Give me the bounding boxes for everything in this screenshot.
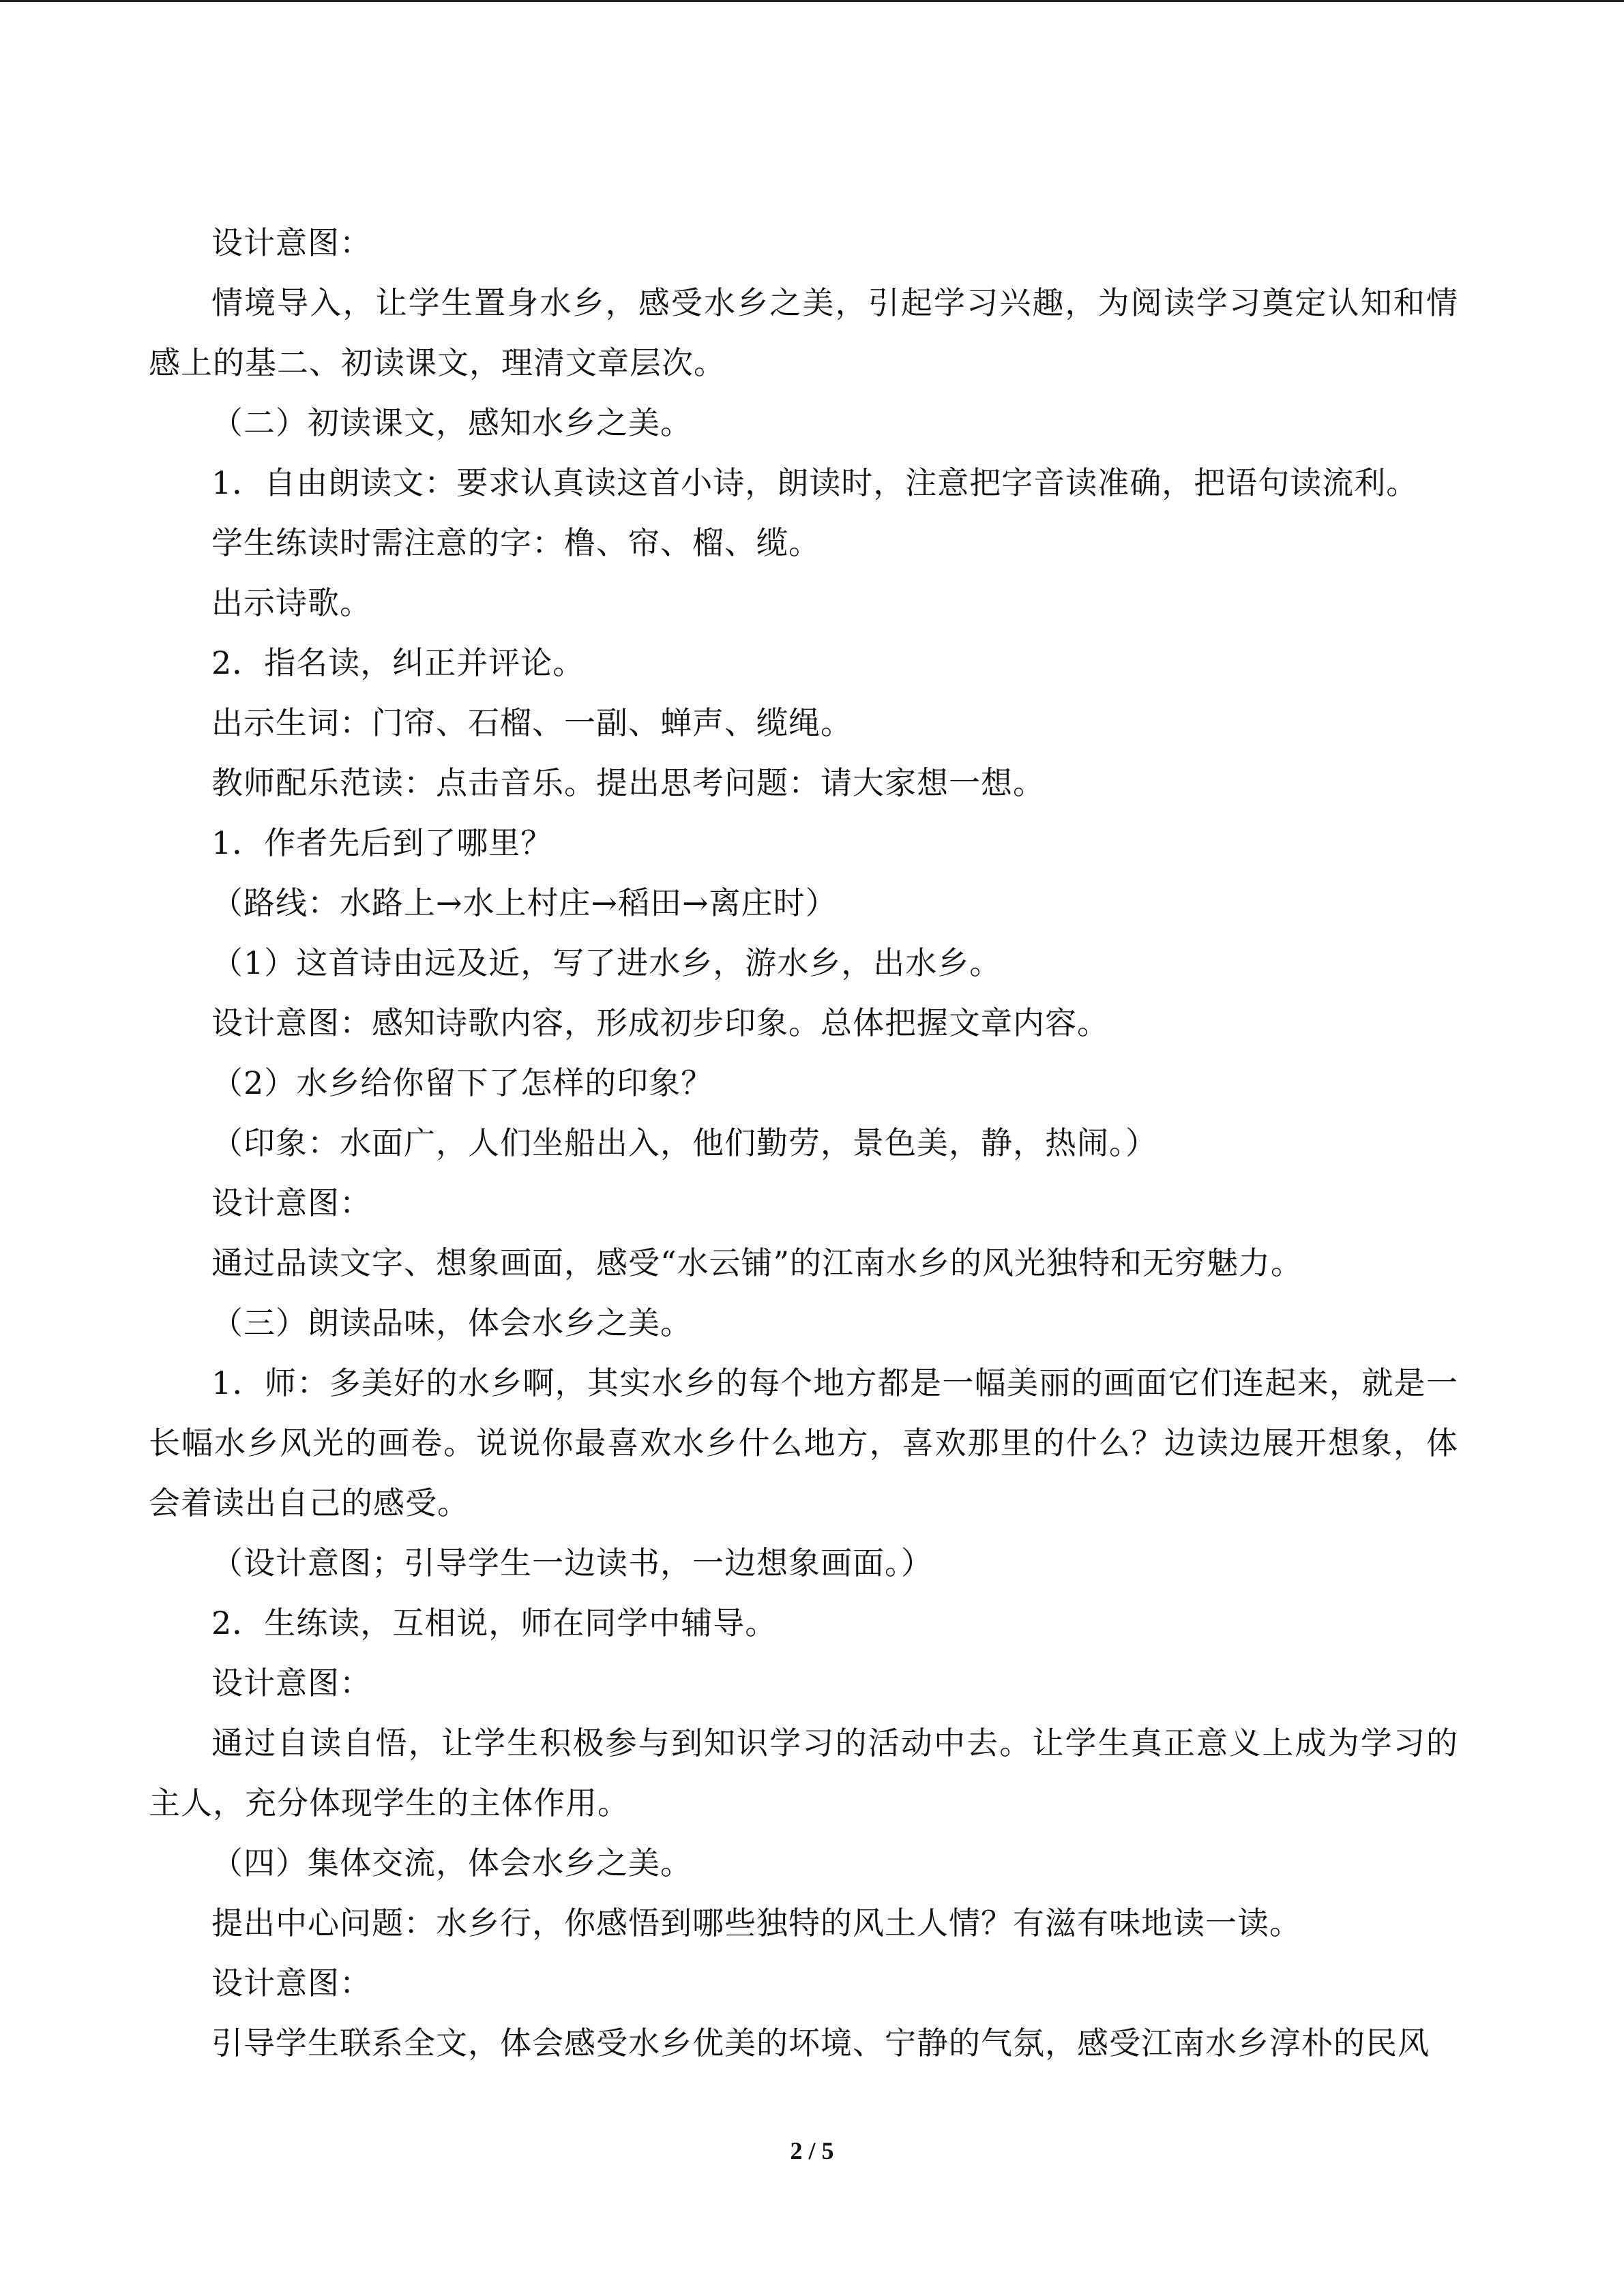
paragraph: 情境导入，让学生置身水乡，感受水乡之美，引起学习兴趣，为阅读学习奠定认知和情感上的基二、初读课文，理清文章层次。: [149, 284, 1458, 381]
paragraph: 出示诗歌。: [211, 584, 372, 621]
paragraph: 设计意图：: [211, 1184, 372, 1221]
paragraph: 2．生练读，互相说，师在同学中辅导。: [211, 1605, 778, 1641]
paragraph: （三）朗读品味，体会水乡之美。: [211, 1304, 692, 1341]
paragraph: （路线：水路上→水上村庄→稻田→离庄时）: [211, 884, 838, 921]
paragraph: 设计意图：: [211, 224, 372, 261]
paragraph: （二）初读课文，感知水乡之美。: [211, 404, 692, 441]
top-border-line: [0, 0, 1624, 2]
paragraph: （印象：水面广，人们坐船出入，他们勤劳，景色美，静，热闹。）: [211, 1124, 1157, 1161]
paragraph: （设计意图；引导学生一边读书，一边想象画面。）: [211, 1545, 933, 1581]
paragraph: 通过自读自悟，让学生积极参与到知识学习的活动中去。让学生真正意义上成为学习的主人，充分体现学生的主体作用。: [149, 1725, 1458, 1821]
paragraph: 设计意图：感知诗歌内容，形成初步印象。总体把握文章内容。: [211, 1004, 1109, 1041]
paragraph: 1．作者先后到了哪里？: [211, 824, 553, 861]
paragraph: 教师配乐范读：点击音乐。提出思考问题：请大家想一想。: [211, 764, 1045, 801]
paragraph: 2．指名读，纠正并评论。: [211, 644, 585, 681]
paragraph: 提出中心问题：水乡行，你感悟到哪些独特的风土人情？有滋有味地读一读。: [211, 1905, 1301, 1941]
paragraph: （四）集体交流，体会水乡之美。: [211, 1845, 692, 1881]
paragraph: （2）水乡给你留下了怎样的印象？: [211, 1064, 713, 1101]
page-number: 2 / 5: [790, 2137, 834, 2164]
paragraph: （1）这首诗由远及近，写了进水乡，游水乡，出水乡。: [211, 944, 1002, 981]
paragraph: 设计意图：: [211, 1965, 372, 2001]
paragraph: 引导学生联系全文，体会感受水乡优美的坏境、宁静的气氛，感受江南水乡淳朴的民风: [211, 2025, 1430, 2061]
paragraph: 1．自由朗读文：要求认真读这首小诗，朗读时，注意把字音读准确，把语句读流利。: [211, 464, 1419, 501]
document-body: [149, 213, 1458, 2073]
paragraph: 学生练读时需注意的字：橹、帘、榴、缆。: [211, 524, 821, 561]
paragraph: 设计意图：: [211, 1665, 372, 1701]
paragraph: 1．师：多美好的水乡啊，其实水乡的每个地方都是一幅美丽的画面它们连起来，就是一长幅水乡风光的画卷。说说你最喜欢水乡什么地方，喜欢那里的什么？边读边展开想象，体会着读出自己的感受。: [149, 1365, 1458, 1521]
paragraph: 出示生词：门帘、石榴、一副、蝉声、缆绳。: [211, 704, 853, 741]
paragraph: 通过品读文字、想象画面，感受“水云铺”的江南水乡的风光独特和无穷魅力。: [211, 1244, 1303, 1281]
